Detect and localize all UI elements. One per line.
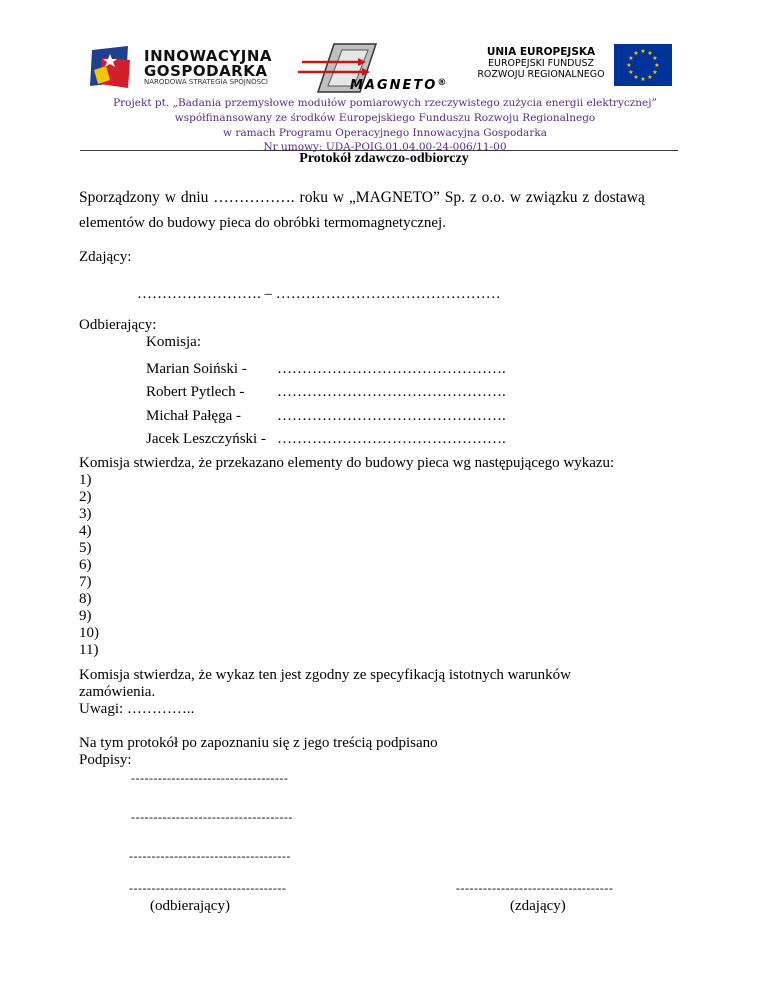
eu-line2: EUROPEJSKI FUNDUSZ (488, 58, 594, 69)
list-item: 8) (79, 591, 92, 607)
compliance-line-1: Komisja stwierdza, że wykaz ten jest zgodny ze specyfikacją istotnych warunków (79, 667, 571, 683)
project-line-4: Nr umowy: UDA-POIG.01.04.00-24-006/11-00 (263, 141, 507, 153)
eu-text-block (470, 46, 612, 80)
committee-dots-2: ………………………………………. (277, 384, 506, 400)
committee-name-3: Michał Pałęga - (146, 408, 241, 424)
receiver-caption: (odbierający) (150, 898, 230, 914)
svg-text:★: ★ (640, 76, 646, 83)
svg-text:★: ★ (633, 50, 639, 57)
list-item: 7) (79, 574, 92, 590)
compliance-line-2: zamówienia. (79, 684, 156, 700)
svg-text:★: ★ (652, 55, 658, 62)
svg-text:★: ★ (628, 55, 634, 62)
signature-line: ------------------------------------ (131, 810, 293, 824)
remarks: Uwagi: ………….. (79, 701, 195, 717)
list-item: 9) (79, 608, 92, 624)
committee-dots-1: ………………………………………. (277, 361, 506, 377)
eu-line3: ROZWOJU REGIONALNEGO (477, 69, 605, 80)
ig-logo-line2: GOSPODARKA (144, 62, 268, 80)
zdajacy-label: Zdający: (79, 249, 132, 265)
document-title: Protokół zdawczo-odbiorczy (299, 151, 469, 166)
innowacyjna-gospodarka-logo (88, 44, 288, 90)
svg-text:★: ★ (628, 69, 634, 76)
ig-logo-line3: NARODOWA STRATEGIA SPÓJNOŚCI (144, 78, 268, 86)
odbierajacy-label: Odbierający: (79, 317, 157, 333)
list-item: 4) (79, 523, 92, 539)
magneto-reg-mark: ® (437, 78, 449, 88)
committee-name-4: Jacek Leszczyński - (146, 431, 266, 447)
svg-text:★: ★ (654, 62, 660, 69)
list-item: 5) (79, 540, 92, 556)
project-line-1: Projekt pt. „Badania przemysłowe modułów pomiarowych rzeczywistego zużycia energii elektrycznej” (113, 97, 657, 109)
svg-text:★: ★ (626, 62, 632, 69)
project-line-2: współfinansowany ze środków Europejskiego Funduszu Rozwoju Regionalnego (174, 112, 596, 124)
list-item: 10) (79, 625, 99, 641)
right-signature-line: ----------------------------------- (456, 881, 614, 895)
magneto-logo-text: MAGNETO (350, 78, 438, 93)
magneto-logo (298, 42, 468, 94)
committee-name-1: Marian Soiński - (146, 361, 247, 377)
signature-line: ------------------------------------ (129, 849, 291, 863)
list-item: 6) (79, 557, 92, 573)
eu-flag-icon (614, 44, 672, 86)
komisja-label: Komisja: (146, 334, 201, 350)
eu-line1: UNIA EUROPEJSKA (486, 46, 596, 58)
svg-text:★: ★ (652, 69, 658, 76)
signature-line: ----------------------------------- (129, 881, 287, 895)
svg-text:★: ★ (640, 48, 646, 55)
giver-caption: (zdający) (510, 898, 566, 914)
list-item: 1) (79, 472, 92, 488)
svg-text:★: ★ (647, 74, 653, 81)
committee-dots-3: ………………………………………. (277, 408, 506, 424)
intro-line-2: elementów do budowy pieca do obróbki termomagnetycznej. (79, 215, 446, 231)
list-intro: Komisja stwierdza, że przekazano elementy do budowy pieca wg następującego wykazu: (79, 455, 615, 471)
intro-line-1: Sporządzony w dniu ……………. roku w „MAGNETO” Sp. z o.o. w związku z dostawą (79, 189, 645, 206)
list-item: 2) (79, 489, 92, 505)
ig-flag-icon (88, 44, 134, 90)
signature-line: ----------------------------------- (131, 771, 289, 785)
list-item: 3) (79, 506, 92, 522)
zdajacy-line: ……………………. – ……………………………………… (137, 286, 501, 302)
svg-text:★: ★ (633, 74, 639, 81)
signatures-label: Podpisy: (79, 752, 132, 768)
ig-logo-line1: INNOWACYJNA (144, 47, 273, 65)
svg-text:★: ★ (647, 50, 653, 57)
list-item: 11) (79, 642, 99, 658)
committee-name-2: Robert Pytlech - (146, 384, 245, 400)
closing-line: Na tym protokół po zapoznaniu się z jego treścią podpisano (79, 735, 438, 751)
committee-dots-4: ………………………………………. (277, 431, 506, 447)
project-line-3: w ramach Programu Operacyjnego Innowacyjna Gospodarka (223, 127, 547, 139)
